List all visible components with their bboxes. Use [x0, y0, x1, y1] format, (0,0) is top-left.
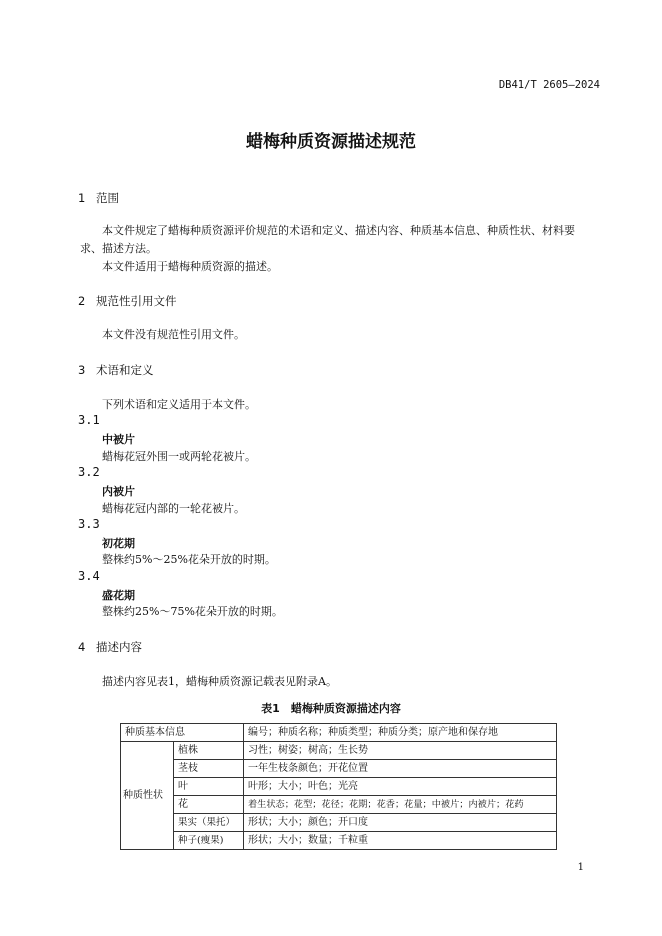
paragraph-continuation: 求、描述方法。 — [80, 242, 157, 255]
table-cell: 着生状态；花型；花径；花期；花香；花量；中被片；内被片；花药 — [244, 796, 557, 814]
section-number: 1 — [78, 191, 86, 205]
table-row — [121, 778, 557, 796]
section-number: 3 — [78, 363, 86, 377]
term-name: 盛花期 — [102, 589, 135, 602]
paragraph: 描述内容见表1，蜡梅种质资源记载表见附录A。 — [102, 675, 337, 688]
document-title: 蜡梅种质资源描述规范 — [246, 132, 416, 152]
document-code: DB41/T 2605—2024 — [498, 79, 600, 91]
term-definition: 蜡梅花冠外围一或两轮花被片。 — [102, 450, 256, 463]
table-cell: 花 — [174, 796, 244, 814]
table-cell: 形状；大小；数量；千粒重 — [244, 832, 557, 850]
table-row — [121, 832, 557, 850]
table-cell-merged: 种质性状 — [121, 742, 174, 850]
table-cell: 植株 — [174, 742, 244, 760]
table-row — [121, 742, 557, 760]
table-cell: 编号；种质名称；种质类型；种质分类；原产地和保存地 — [244, 724, 557, 742]
table-cell: 种子(瘦果) — [174, 832, 244, 850]
section-title: 规范性引用文件 — [96, 294, 177, 308]
table-row — [121, 796, 557, 814]
paragraph: 下列术语和定义适用于本文件。 — [102, 398, 256, 411]
paragraph: 本文件没有规范性引用文件。 — [102, 328, 245, 341]
table-row — [121, 760, 557, 778]
term-number: 3.4 — [78, 569, 100, 583]
paragraph: 本文件适用于蜡梅种质资源的描述。 — [102, 260, 278, 273]
table-cell: 种质基本信息 — [121, 724, 244, 742]
section-2-heading — [78, 293, 177, 309]
table-cell: 茎枝 — [174, 760, 244, 778]
section-title: 术语和定义 — [96, 363, 154, 377]
section-title: 描述内容 — [96, 640, 142, 654]
term-name: 中被片 — [102, 433, 135, 446]
paragraph: 本文件规定了蜡梅种质资源评价规范的术语和定义、描述内容、种质基本信息、种质性状、材料要 — [102, 224, 575, 237]
section-number: 4 — [78, 640, 86, 654]
table-cell: 果实（果托） — [174, 814, 244, 832]
section-number: 2 — [78, 294, 86, 308]
section-4-heading — [78, 639, 142, 655]
page-number: 1 — [577, 862, 584, 873]
section-title: 范围 — [96, 191, 119, 205]
table-cell: 习性；树姿；树高；生长势 — [244, 742, 557, 760]
term-name: 初花期 — [102, 537, 135, 550]
description-table — [120, 723, 557, 850]
term-number: 3.3 — [78, 517, 100, 531]
section-1-heading — [78, 190, 119, 206]
section-3-heading — [78, 362, 154, 378]
table-cell: 叶 — [174, 778, 244, 796]
term-definition: 整株约5%～25%花朵开放的时期。 — [102, 553, 276, 566]
table-caption: 表1 蜡梅种质资源描述内容 — [261, 702, 401, 715]
term-number: 3.1 — [78, 413, 100, 427]
term-definition: 蜡梅花冠内部的一轮花被片。 — [102, 502, 245, 515]
table-cell: 叶形；大小；叶色；光亮 — [244, 778, 557, 796]
table-cell: 一年生枝条颜色；开花位置 — [244, 760, 557, 778]
term-number: 3.2 — [78, 465, 100, 479]
term-name: 内被片 — [102, 485, 135, 498]
table-row — [121, 814, 557, 832]
table-cell: 形状；大小；颜色；开口度 — [244, 814, 557, 832]
term-definition: 整株约25%～75%花朵开放的时期。 — [102, 605, 283, 618]
table-row — [121, 724, 557, 742]
